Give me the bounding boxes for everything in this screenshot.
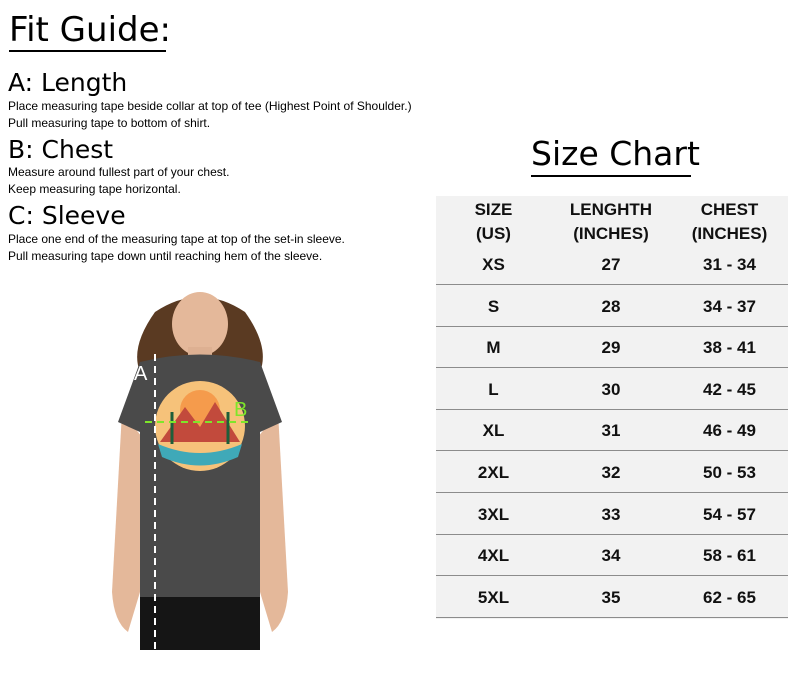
pants: [140, 597, 260, 650]
cell-length: 30: [601, 379, 621, 399]
header-size-line2: (US): [476, 224, 511, 243]
header-length-line1: LENGHTH: [569, 200, 653, 219]
cell-size: XL: [482, 421, 505, 441]
cell-size: 3XL: [477, 504, 510, 524]
size-chart-title: Size Chart: [531, 134, 700, 173]
cell-length: 31: [601, 421, 621, 441]
face: [172, 292, 228, 356]
header-size-line1: SIZE: [474, 200, 513, 219]
cell-chest: 34 - 37: [703, 296, 756, 316]
cell-chest: 38 - 41: [703, 338, 756, 358]
row-divider: [436, 409, 788, 410]
cell-size: L: [488, 379, 499, 399]
cell-chest: 50 - 53: [703, 463, 756, 482]
row-divider: [436, 367, 788, 368]
header-chest-line1: CHEST: [700, 200, 759, 219]
cell-chest: 42 - 45: [703, 379, 756, 399]
row-divider: [436, 284, 788, 285]
chest-instruction-2: Keep measuring tape horizontal.: [8, 182, 181, 196]
sleeve-heading: C: Sleeve: [8, 201, 126, 230]
length-instruction-1: Place measuring tape beside collar at top of tee (Highest Point of Shoulder.): [8, 99, 412, 113]
length-instruction-2: Pull measuring tape to bottom of shirt.: [8, 116, 211, 130]
cell-length: 33: [601, 504, 621, 524]
cell-size: 2XL: [477, 463, 510, 482]
sleeve-instruction-2: Pull measuring tape down until reaching hem of the sleeve.: [8, 249, 323, 263]
row-divider: [436, 575, 788, 576]
cell-size: 5XL: [477, 587, 510, 607]
cell-chest: 58 - 61: [703, 546, 756, 566]
row-divider: [436, 450, 788, 451]
label-b: B: [234, 399, 248, 421]
size-chart-underline: [531, 175, 691, 177]
cell-chest: 46 - 49: [703, 421, 756, 441]
cell-size: XS: [482, 255, 505, 274]
cell-length: 29: [601, 338, 621, 358]
cell-length: 28: [601, 296, 621, 316]
header-length: [551, 198, 671, 246]
header-size: [436, 198, 551, 246]
cell-size: M: [486, 338, 501, 358]
size-table: [436, 196, 788, 619]
row-divider: [436, 326, 788, 327]
cell-length: 27: [601, 255, 621, 274]
chest-instruction-1: Measure around fullest part of your chest.: [8, 165, 230, 179]
length-heading: A: Length: [8, 68, 128, 97]
header-chest-line2: (INCHES): [691, 224, 768, 243]
header-length-line2: (INCHES): [573, 224, 649, 243]
row-divider: [436, 492, 788, 493]
cell-length: 34: [601, 546, 621, 566]
label-a: A: [134, 363, 148, 385]
cell-chest: 62 - 65: [703, 587, 756, 607]
cell-size: S: [487, 296, 500, 316]
fit-guide-title: Fit Guide:: [9, 10, 171, 50]
model-photo: [100, 292, 300, 650]
row-divider: [436, 534, 788, 535]
fit-guide-title-underline: [9, 50, 166, 52]
header-chest: [671, 198, 788, 246]
cell-length: 35: [601, 587, 621, 607]
cell-size: 4XL: [477, 546, 510, 566]
chest-heading: B: Chest: [8, 135, 114, 164]
cell-length: 32: [601, 463, 621, 482]
cell-chest: 31 - 34: [703, 255, 756, 274]
row-divider: [436, 617, 788, 618]
sleeve-instruction-1: Place one end of the measuring tape at top of the set-in sleeve.: [8, 232, 345, 246]
cell-chest: 54 - 57: [703, 504, 756, 524]
